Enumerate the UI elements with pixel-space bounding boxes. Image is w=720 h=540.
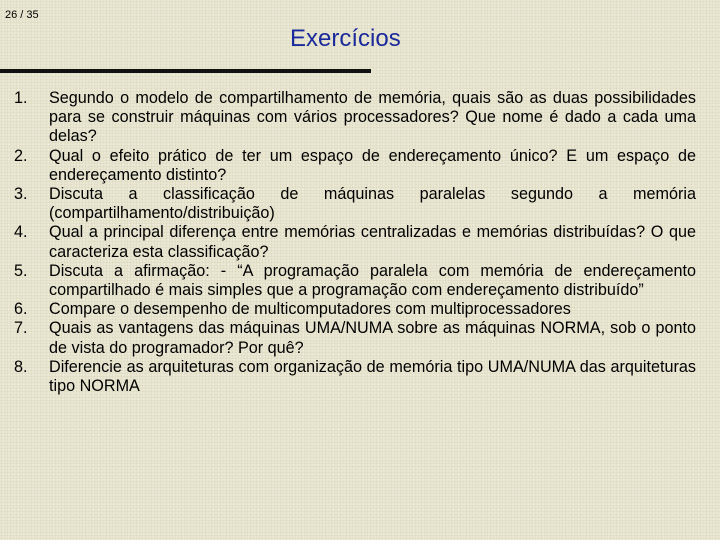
exercise-item-8: [14, 358, 696, 396]
item-number: 3.: [14, 185, 28, 204]
item-text: Diferencie as arquiteturas com organização de memória tipo UMA/NUMA das arquiteturas tipo NORMA: [49, 357, 696, 396]
item-text: Discuta a classificação de máquinas paralelas segundo a memória (compartilhamento/distribuição): [49, 185, 696, 223]
item-text: Qual o efeito prático de ter um espaço de endereçamento único? E um espaço de endereçamento distinto?: [49, 146, 696, 184]
exercise-item-3: [14, 185, 696, 223]
item-text: Segundo o modelo de compartilhamento de memória, quais são as duas possibilidades para se construir máquinas com vários processadores? Que nome é dado a cada uma delas?: [49, 89, 696, 146]
item-number: 5.: [14, 261, 28, 280]
exercise-item-2: [14, 147, 696, 185]
exercise-item-6: [14, 300, 696, 319]
exercise-item-4: [14, 223, 696, 261]
item-text: Quais as vantagens das máquinas UMA/NUMA sobre as máquinas NORMA, sob o ponto de vista do programador? Por quê?: [49, 319, 696, 357]
exercise-list: [14, 89, 696, 396]
exercise-item-5: [14, 262, 696, 300]
exercise-item-7: [14, 319, 696, 357]
page-number: 26 / 35: [5, 9, 39, 21]
item-number: 7.: [14, 319, 28, 338]
item-number: 2.: [14, 146, 28, 165]
item-number: 4.: [14, 223, 28, 242]
item-text: Qual a principal diferença entre memórias centralizadas e memórias distribuídas? O que caracteriza esta classificação?: [49, 223, 696, 261]
slide-title: Exercícios: [290, 25, 401, 52]
item-number: 8.: [14, 357, 28, 376]
item-number: 6.: [14, 300, 28, 319]
item-text: Discuta a afirmação: - “A programação paralela com memória de endereçamento compartilhado é mais simples que a programação com endereçamento distribuído”: [49, 261, 696, 300]
title-underline-divider: [0, 69, 371, 73]
item-number: 1.: [14, 89, 28, 107]
exercise-item-1: [14, 89, 696, 147]
item-text: Compare o desempenho de multicomputadores com multiprocessadores: [49, 300, 571, 319]
